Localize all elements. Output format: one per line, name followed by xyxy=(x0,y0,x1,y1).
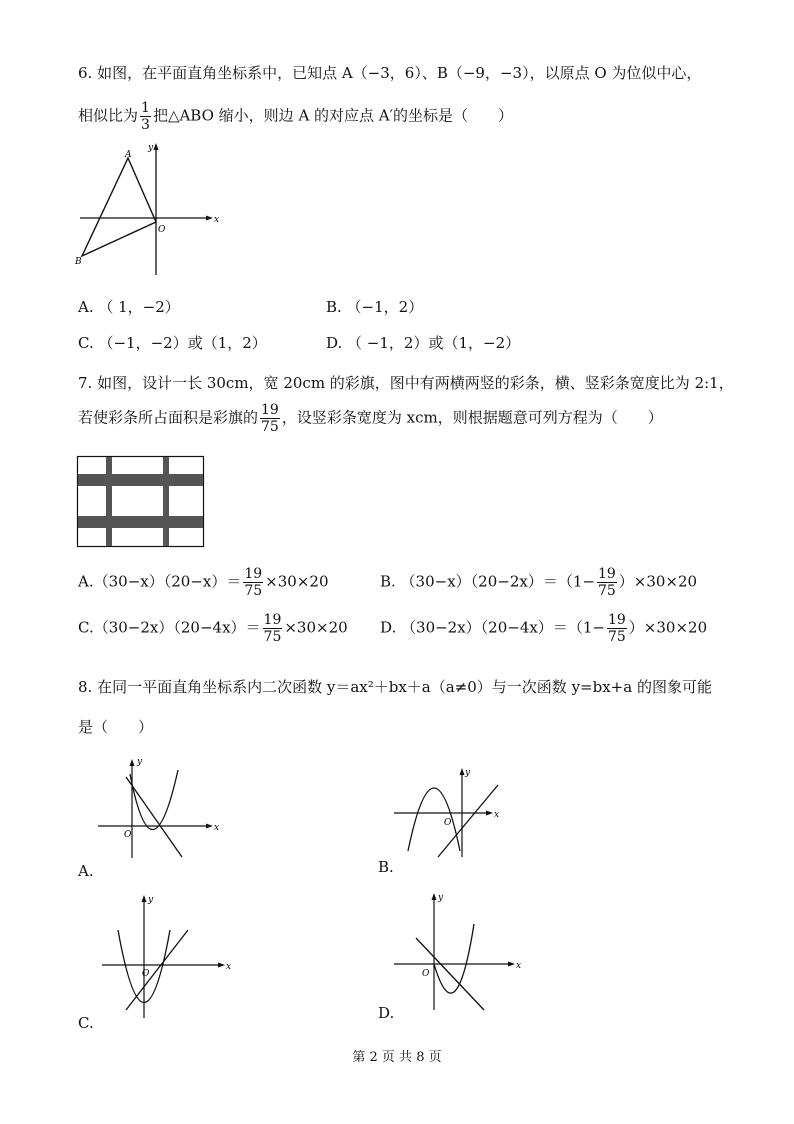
q8-d-parabola xyxy=(434,924,474,993)
q7-option-b-num: 19 xyxy=(597,566,616,582)
q8-graph-d xyxy=(386,888,526,1013)
q6-figure xyxy=(70,140,230,280)
q7-fraction xyxy=(260,402,280,435)
q7-flag xyxy=(78,457,204,547)
q6-label-y: y xyxy=(148,143,154,153)
q7-option-b-post: ）×30×20 xyxy=(618,572,698,591)
q6-fraction-num: 1 xyxy=(141,100,150,116)
q8-b-y-label: y xyxy=(465,768,471,778)
q7-option-b-den: 75 xyxy=(597,583,616,599)
q7-fraction-num: 19 xyxy=(261,402,279,418)
q6-label-x: x xyxy=(214,215,220,225)
q7-line2-post: ，设竖彩条宽度为 xcm，则根据题意可列方程为（ ） xyxy=(281,408,663,427)
q7-vertical-stripe xyxy=(163,457,169,546)
q7-option-d-num: 19 xyxy=(607,612,626,628)
q8-graph-c xyxy=(98,890,238,1020)
q7-option-c-fraction xyxy=(263,612,283,645)
q8-c-y-label: y xyxy=(148,895,154,905)
q8-a-o-label: O xyxy=(124,830,132,840)
q7-option-a-num: 19 xyxy=(244,566,263,582)
q7-line2-pre: 若使彩条所占面积是彩旗的 xyxy=(78,408,259,427)
q7-option-d-fraction xyxy=(607,612,627,645)
q8-a-x-label: x xyxy=(214,823,220,833)
q7-option-a-pre: A.（30−x）（20−x）＝ xyxy=(78,572,242,591)
q7-option-a-post: ×30×20 xyxy=(265,572,329,591)
q7-option-b-fraction xyxy=(597,566,617,599)
q6-fraction xyxy=(140,100,151,133)
q8-c-o-label: O xyxy=(142,969,150,979)
q6-label-B: B xyxy=(75,257,82,267)
q8-a-parabola xyxy=(130,770,178,830)
q7-fraction-den: 75 xyxy=(261,419,279,435)
q8-c-x-label: x xyxy=(226,962,232,972)
q8-c-line xyxy=(126,930,188,1010)
q6-label-O: O xyxy=(158,225,166,235)
q7-option-d xyxy=(380,612,707,645)
q7-option-a xyxy=(78,566,328,599)
q6-fraction-den: 3 xyxy=(141,117,150,133)
q7-line2 xyxy=(78,402,663,435)
q8-option-d-label: D. xyxy=(378,1004,395,1022)
q7-option-b xyxy=(380,566,697,599)
q7-option-d-post: ）×30×20 xyxy=(628,618,708,637)
q7-option-c-num: 19 xyxy=(263,612,282,628)
q6-option-b: B. （−1，2） xyxy=(326,298,424,316)
q8-b-x-label: x xyxy=(494,810,500,820)
q8-graph-a xyxy=(92,752,222,862)
q8-d-o-label: O xyxy=(422,969,430,979)
q7-vertical-stripe xyxy=(106,457,112,546)
q7-horizontal-stripe xyxy=(78,474,203,486)
q8-line2: 是（ ） xyxy=(78,718,154,736)
q7-horizontal-stripe xyxy=(78,516,203,528)
q6-triangle xyxy=(82,158,156,256)
q6-line2-post: 把△ABO 缩小，则边 A 的对应点 A′的坐标是（ ） xyxy=(152,106,514,125)
q7-line1: 7. 如图，设计一长 30cm，宽 20cm 的彩旗，图中有两横两竖的彩条，横、竖彩条宽度比为 2:1， xyxy=(78,374,734,392)
q6-line1: 6. 如图，在平面直角坐标系中，已知点 A（−3，6）、B（−9，−3），以原点 O 为位似中心， xyxy=(78,64,702,82)
q6-option-c: C. （−1，−2）或（1，2） xyxy=(78,334,267,352)
q6-line2 xyxy=(78,100,513,133)
q7-flag-figure xyxy=(77,456,205,548)
q8-graph-b xyxy=(388,765,508,860)
q7-option-a-den: 75 xyxy=(244,583,263,599)
q8-b-o-label: O xyxy=(444,818,452,828)
q6-label-A: A xyxy=(125,150,132,160)
q7-option-c xyxy=(78,612,348,645)
q8-option-c-label: C. xyxy=(78,1014,94,1032)
q8-a-y-label: y xyxy=(137,757,143,767)
q6-option-d: D. （ −1，2）或（1，−2） xyxy=(326,334,521,352)
q7-option-c-pre: C.（30−2x）（20−4x）＝ xyxy=(78,618,261,637)
page-footer: 第 2 页 共 8 页 xyxy=(352,1050,442,1065)
q8-b-parabola xyxy=(408,788,460,851)
q8-option-a-label: A. xyxy=(78,862,94,880)
q8-option-b-label: B. xyxy=(378,858,394,876)
q7-option-a-fraction xyxy=(243,566,263,599)
q7-option-b-pre: B. （30−x）（20−2x）＝（1− xyxy=(380,572,595,591)
q6-option-a: A. （ 1，−2） xyxy=(78,298,180,316)
q8-line1: 8. 在同一平面直角坐标系内二次函数 y＝ax²＋bx＋a（a≠0）与一次函数 y=bx+a 的图象可能 xyxy=(78,678,712,696)
q7-option-d-den: 75 xyxy=(607,629,626,645)
q7-option-c-den: 75 xyxy=(263,629,282,645)
q7-option-d-pre: D. （30−2x）（20−4x）＝（1− xyxy=(380,618,605,637)
q7-option-c-post: ×30×20 xyxy=(284,618,348,637)
q6-line2-pre: 相似比为 xyxy=(78,106,139,125)
q8-d-y-label: y xyxy=(438,893,444,903)
q8-d-x-label: x xyxy=(516,961,522,971)
